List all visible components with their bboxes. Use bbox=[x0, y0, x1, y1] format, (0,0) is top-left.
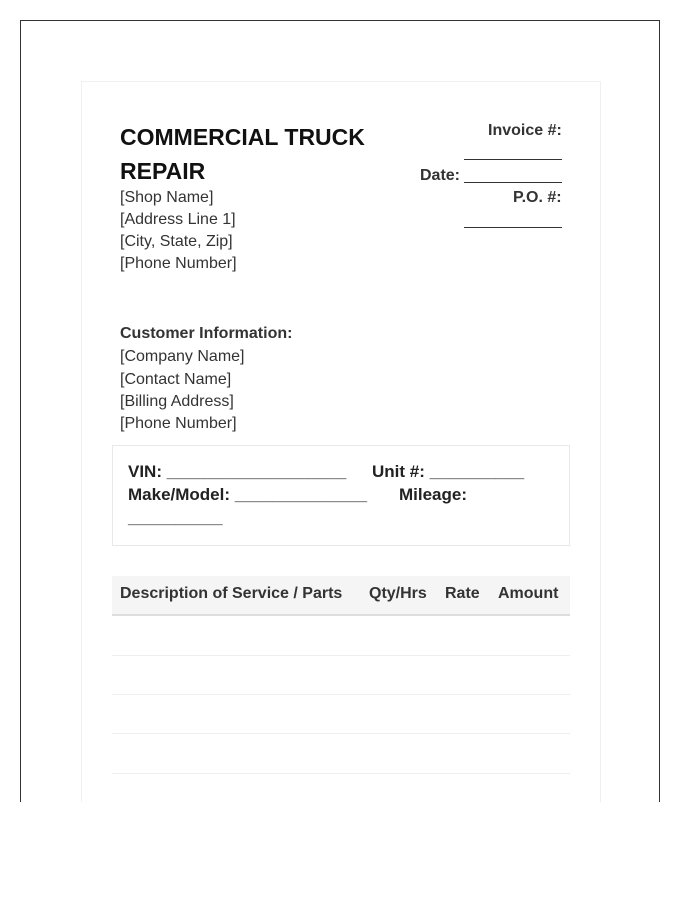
customer-info-heading: Customer Information: bbox=[120, 325, 293, 342]
shop-phone: [Phone Number] bbox=[120, 255, 237, 272]
table-row[interactable] bbox=[112, 655, 570, 656]
unit-number-field[interactable]: Unit #: __________ bbox=[372, 462, 525, 481]
column-amount: Amount bbox=[498, 585, 559, 602]
customer-billing-address: [Billing Address] bbox=[120, 393, 234, 410]
make-model-field[interactable]: Make/Model: ______________ bbox=[128, 485, 368, 504]
mileage-label: Mileage: bbox=[399, 485, 468, 504]
service-table-header bbox=[112, 576, 570, 616]
date-field[interactable] bbox=[464, 182, 562, 183]
column-qty-hrs: Qty/Hrs bbox=[369, 585, 427, 602]
column-description: Description of Service / Parts bbox=[120, 585, 343, 602]
invoice-number-field[interactable] bbox=[464, 159, 562, 160]
invoice-title: COMMERCIAL TRUCK REPAIR bbox=[120, 124, 365, 184]
table-row[interactable] bbox=[112, 773, 570, 774]
shop-name: [Shop Name] bbox=[120, 189, 214, 206]
mileage-field[interactable]: __________ bbox=[128, 508, 223, 527]
invoice-number-label: Invoice #: bbox=[488, 122, 562, 139]
date-label: Date: bbox=[420, 167, 461, 184]
customer-contact: [Contact Name] bbox=[120, 371, 232, 388]
table-row[interactable] bbox=[112, 694, 570, 695]
table-row[interactable] bbox=[112, 733, 570, 734]
customer-company: [Company Name] bbox=[120, 348, 245, 365]
po-number-field[interactable] bbox=[464, 227, 562, 228]
shop-address: [Address Line 1] bbox=[120, 211, 236, 228]
shop-city-state-zip: [City, State, Zip] bbox=[120, 233, 233, 250]
column-rate: Rate bbox=[445, 585, 480, 602]
po-number-label: P.O. #: bbox=[513, 189, 562, 206]
customer-phone: [Phone Number] bbox=[120, 415, 237, 432]
vin-field[interactable]: VIN: ___________________ bbox=[128, 462, 347, 481]
